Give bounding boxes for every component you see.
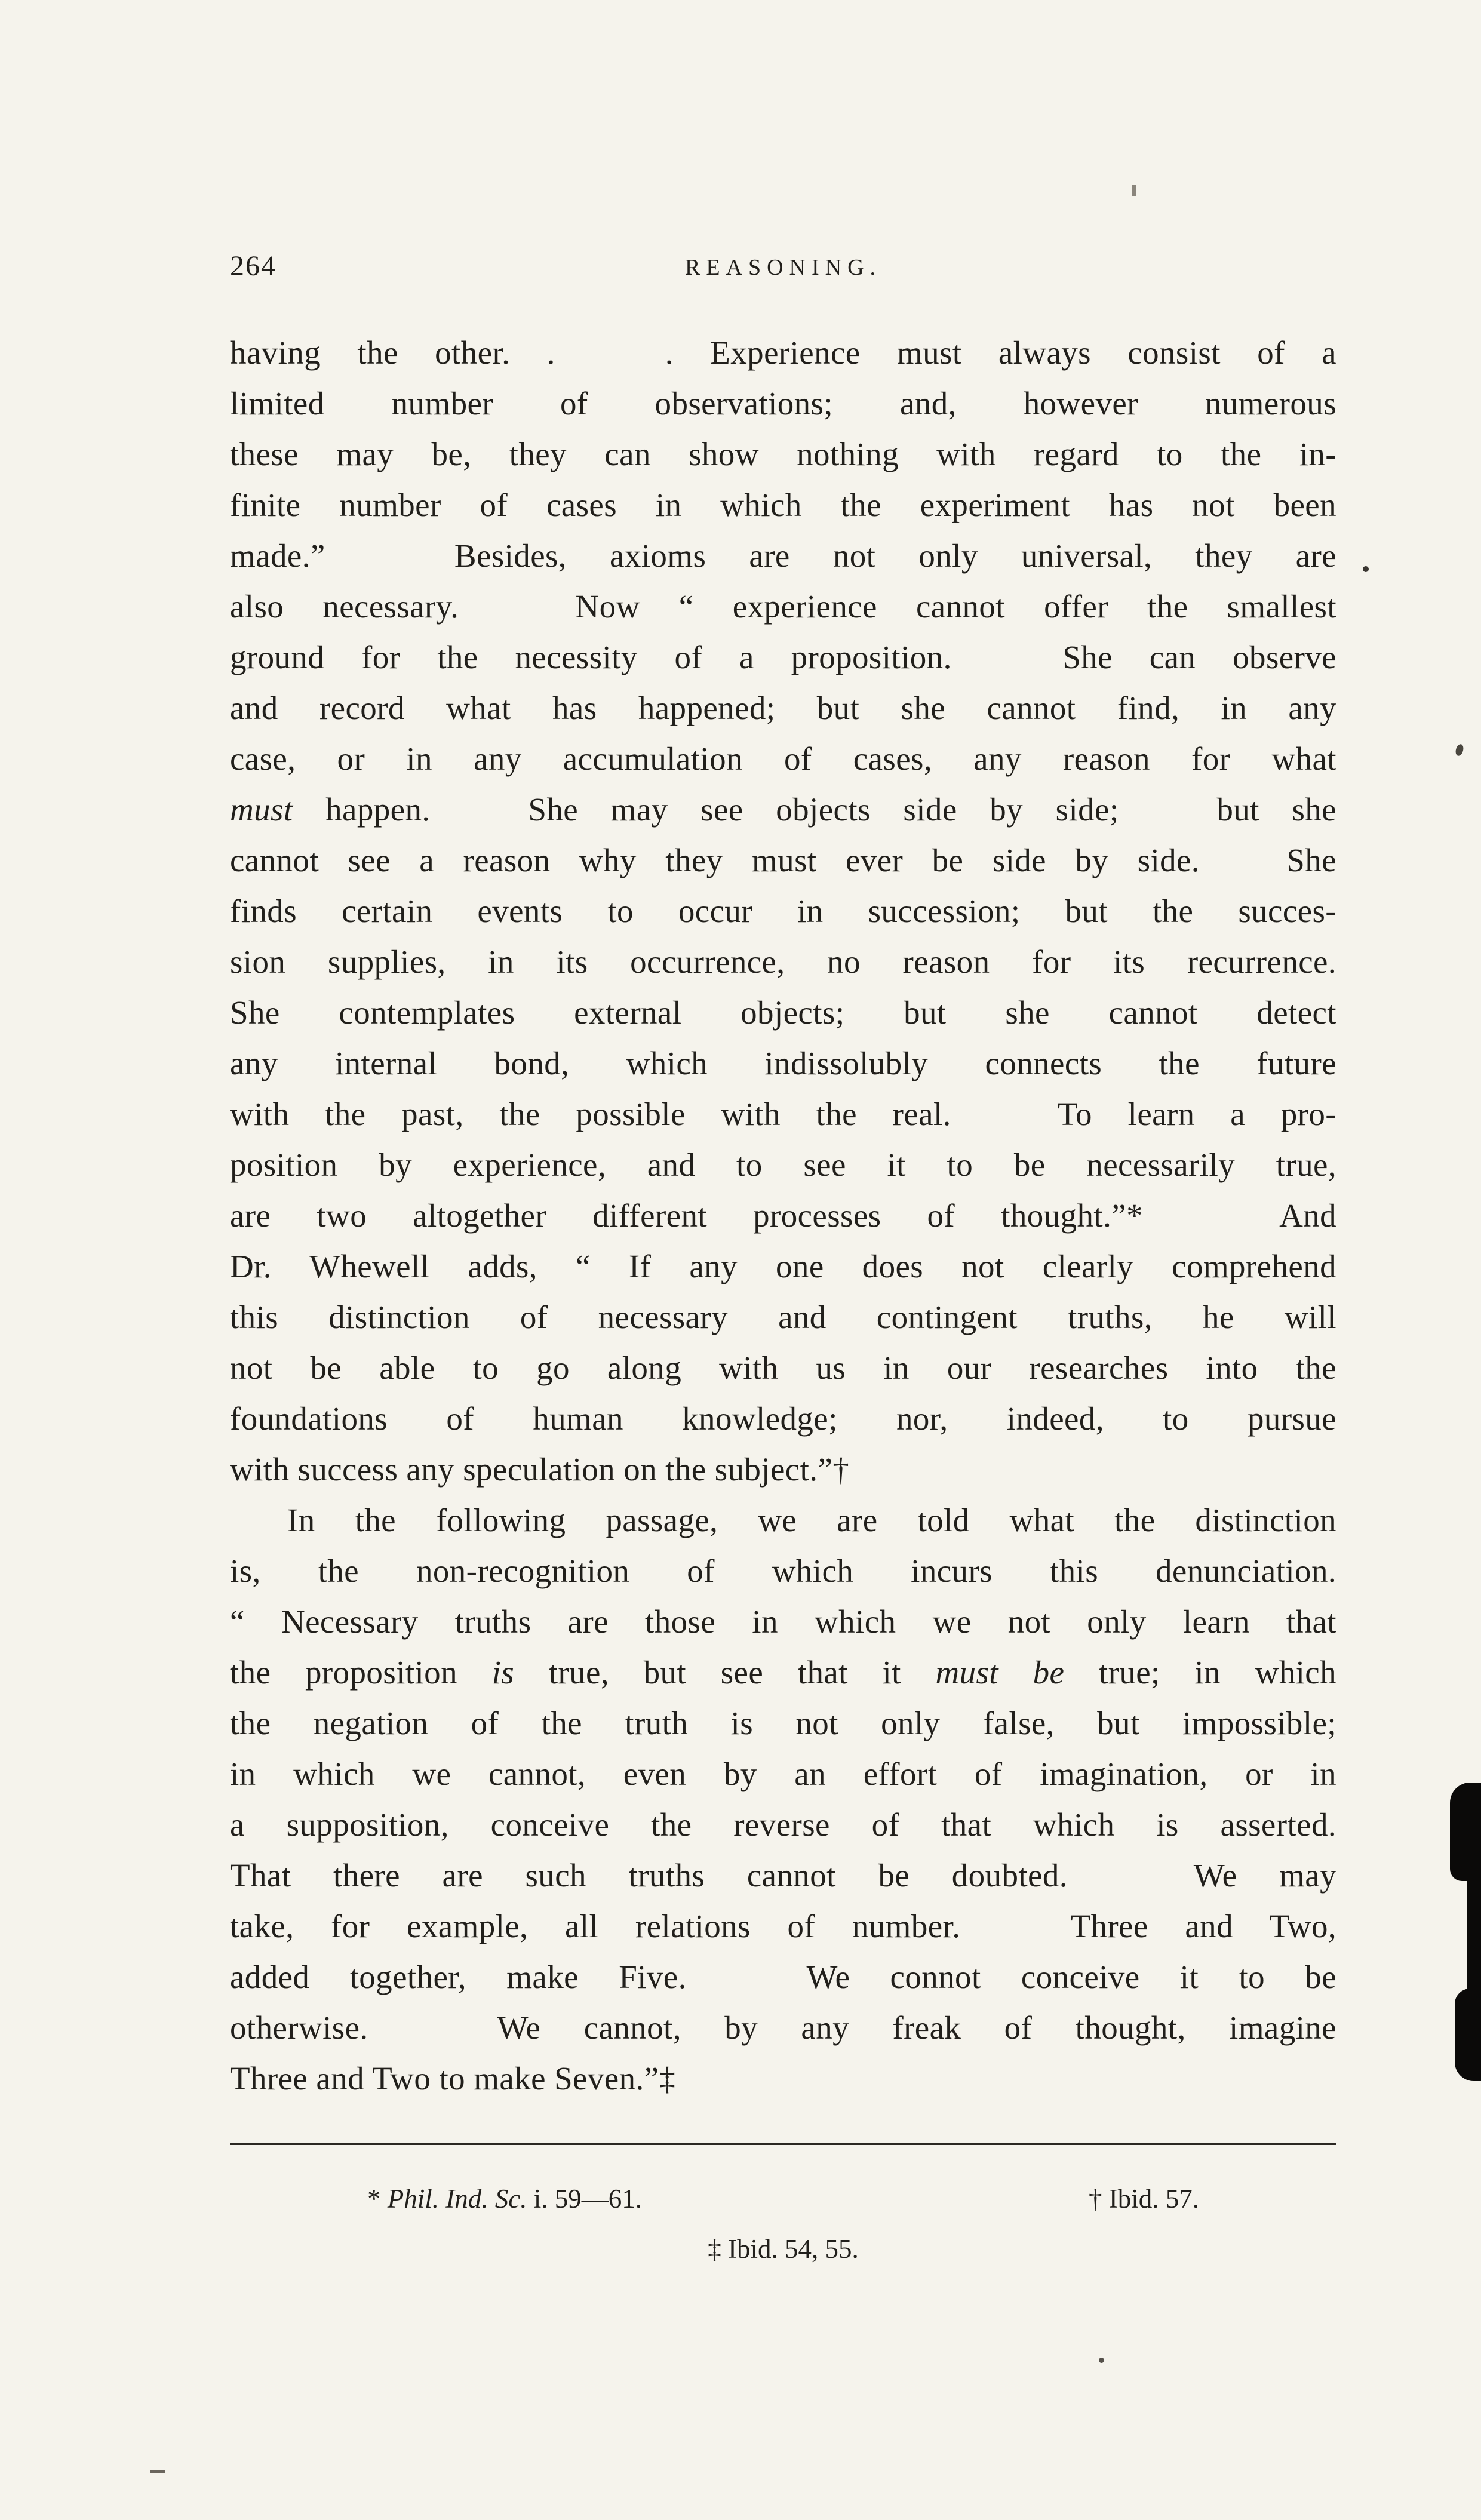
text-line: also necessary. Now “ experience cannot offer the smallest	[230, 588, 1336, 625]
running-header: REASONING.	[684, 255, 882, 280]
footnote-rule	[230, 2143, 1336, 2145]
footnote-ibid-57: † Ibid. 57.	[1089, 2184, 1199, 2214]
text-line: Dr. Whewell adds, “ If any one does not clearly comprehend	[230, 1248, 1336, 1284]
paragraph	[230, 327, 1336, 1495]
paragraph	[230, 1495, 1336, 2104]
text-line: and record what has happened; but she cannot find, in any	[230, 690, 1336, 726]
footnote-row	[230, 2224, 1336, 2274]
ink-speck	[1363, 566, 1369, 572]
ink-blot-top	[1450, 1783, 1481, 1881]
text-line: the proposition is true, but see that it must be true; in which	[230, 1654, 1336, 1691]
text-line: otherwise. We cannot, by any freak of thought, imagine	[230, 2009, 1336, 2046]
ink-blot-middle	[1467, 1874, 1481, 1996]
text-line: having the other. . . Experience must always consist of a	[230, 334, 1336, 371]
text-line: ground for the necessity of a proposition. She can observe	[230, 639, 1336, 675]
text-line: the negation of the truth is not only false, but impossible;	[230, 1705, 1336, 1741]
ink-speck	[1132, 185, 1136, 196]
text-line: finds certain events to occur in succession; but the succes-	[230, 893, 1336, 929]
text-line: case, or in any accumulation of cases, any reason for what	[230, 740, 1336, 777]
text-line: with success any speculation on the subject.”†	[230, 1451, 850, 1488]
text-line: any internal bond, which indissolubly connects the future	[230, 1045, 1336, 1081]
page-number: 264	[230, 250, 276, 282]
text-line: limited number of observations; and, however numerous	[230, 385, 1336, 422]
text-line: this distinction of necessary and contingent truths, he will	[230, 1299, 1336, 1335]
footnote-row	[230, 2174, 1336, 2224]
ink-speck	[1454, 743, 1464, 757]
ink-speck	[1099, 2358, 1104, 2363]
text-line: Three and Two to make Seven.”‡	[230, 2060, 676, 2097]
text-line: position by experience, and to see it to be necessarily true,	[230, 1147, 1336, 1183]
text-line: a supposition, conceive the reverse of that which is asserted.	[230, 1806, 1336, 1843]
text-line: added together, make Five. We connot conceive it to be	[230, 1959, 1336, 1995]
text-line: cannot see a reason why they must ever be side by side. She	[230, 842, 1336, 878]
text-line: In the following passage, we are told what the distinction	[287, 1502, 1336, 1538]
ink-blot-bottom	[1455, 1989, 1481, 2081]
text-line: are two altogether different processes of thought.”* And	[230, 1197, 1336, 1234]
text-line: finite number of cases in which the experiment has not been	[230, 487, 1336, 523]
text-line: in which we cannot, even by an effort of imagination, or in	[230, 1756, 1336, 1792]
text-line: these may be, they can show nothing with regard to the in-	[230, 436, 1336, 472]
body-text	[230, 327, 1336, 2104]
text-line: made.” Besides, axioms are not only universal, they are	[230, 537, 1336, 574]
footnote-phil-ind-sc: * Phil. Ind. Sc. i. 59—61.	[367, 2184, 642, 2214]
text-line: sion supplies, in its occurrence, no reason for its recurrence.	[230, 944, 1336, 980]
ink-speck	[150, 2470, 165, 2473]
text-line: is, the non-recognition of which incurs this denunciation.	[230, 1553, 1336, 1589]
text-line: take, for example, all relations of number. Three and Two,	[230, 1908, 1336, 1944]
page-header	[230, 250, 1336, 291]
text-line: She contemplates external objects; but she cannot detect	[230, 994, 1336, 1031]
text-line: foundations of human knowledge; nor, indeed, to pursue	[230, 1400, 1336, 1437]
text-line: “ Necessary truths are those in which we not only learn that	[230, 1603, 1336, 1640]
text-line: That there are such truths cannot be doubted. We may	[230, 1857, 1336, 1894]
footnotes	[230, 2174, 1336, 2274]
footnote-ibid-54-55: ‡ Ibid. 54, 55.	[708, 2234, 859, 2264]
text-line: must happen. She may see objects side by side; but she	[230, 791, 1336, 828]
text-line: not be able to go along with us in our researches into the	[230, 1350, 1336, 1386]
text-line: with the past, the possible with the real. To learn a pro-	[230, 1096, 1336, 1132]
